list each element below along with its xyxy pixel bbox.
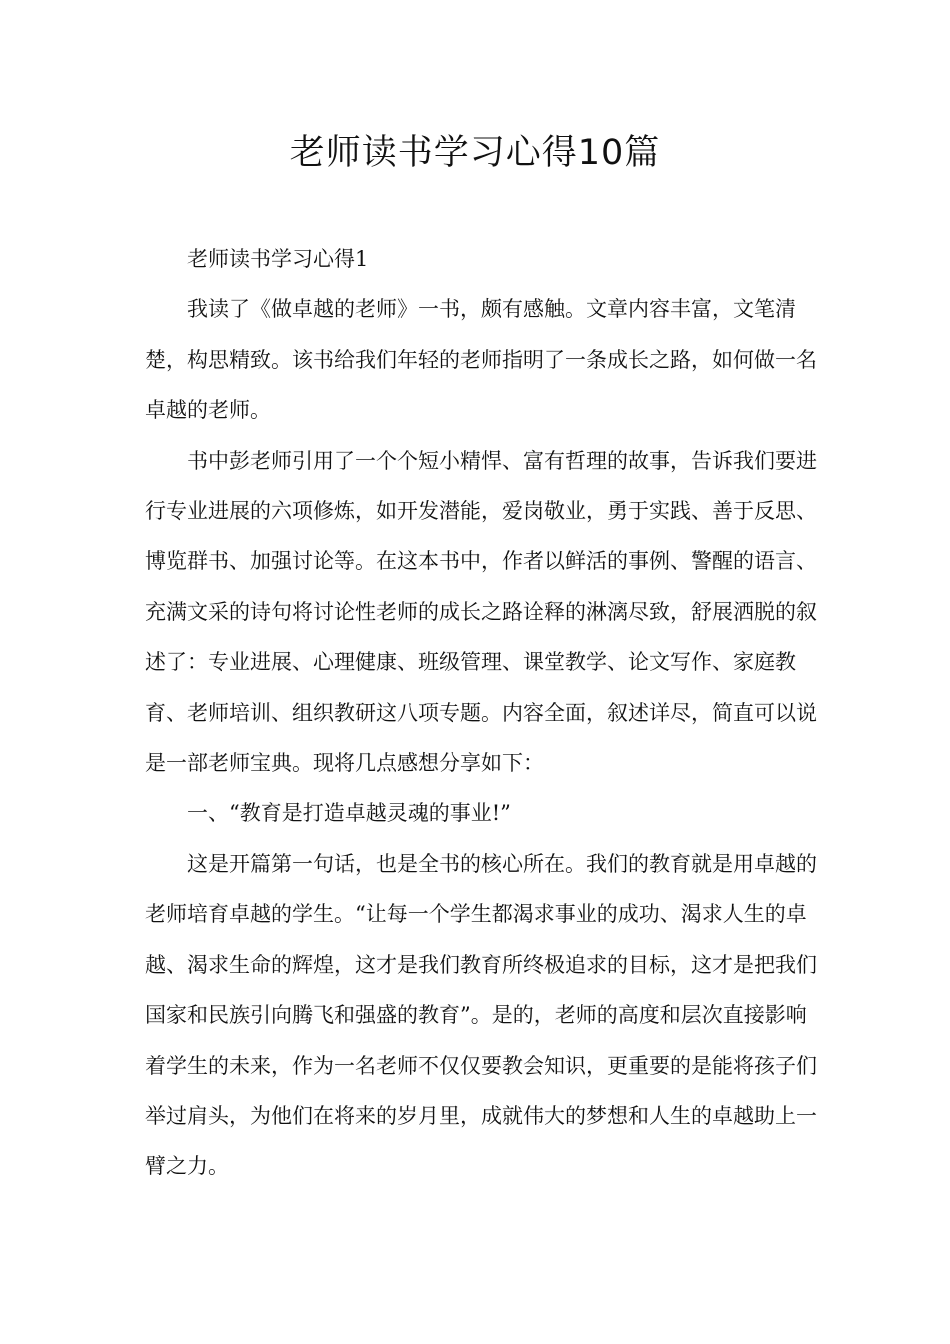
document-title: 老师读书学习心得10篇 [289, 133, 661, 173]
paragraph: 这是开篇第一句话，也是全书的核心所在。我们的教育就是用卓越的老师培育卓越的学生。“让每一个学生都渴求事业的成功、渴求人生的卓越、渴求生命的辉煌，这才是我们教育所终极追求的目标，这才是把我们国家和民族引向腾飞和强盛的教育”。是的，老师的高度和层次直接影响着学生的未来，作为一名老师不仅仅要教会知识，更重要的是能将孩子们举过肩头，为他们在将来的岁月里，成就伟大的梦想和人生的卓越助上一臂之力。 [145, 851, 817, 1179]
paragraph: 我读了《做卓越的老师》一书，颇有感触。文章内容丰富，文笔清楚，构思精致。该书给我们年轻的老师指明了一条成长之路，如何做一名卓越的老师。 [145, 297, 817, 423]
document-body [145, 234, 825, 1192]
point-heading: 一、“教育是打造卓越灵魂的事业!” [187, 801, 511, 826]
paragraph: 书中彭老师引用了一个个短小精悍、富有哲理的故事，告诉我们要进行专业进展的六项修炼，如开发潜能，爱岗敬业，勇于实践、善于反思、博览群书、加强讨论等。在这本书中，作者以鲜活的事例、警醒的语言、充满文采的诗句将讨论性老师的成长之路诠释的淋漓尽致，舒展洒脱的叙述了：专业进展、心理健康、班级管理、课堂教学、论文写作、家庭教育、老师培训、组织教研这八项专题。内容全面，叙述详尽，简直可以说是一部老师宝典。现将几点感想分享如下： [145, 448, 817, 776]
section-heading: 老师读书学习心得1 [187, 247, 369, 271]
